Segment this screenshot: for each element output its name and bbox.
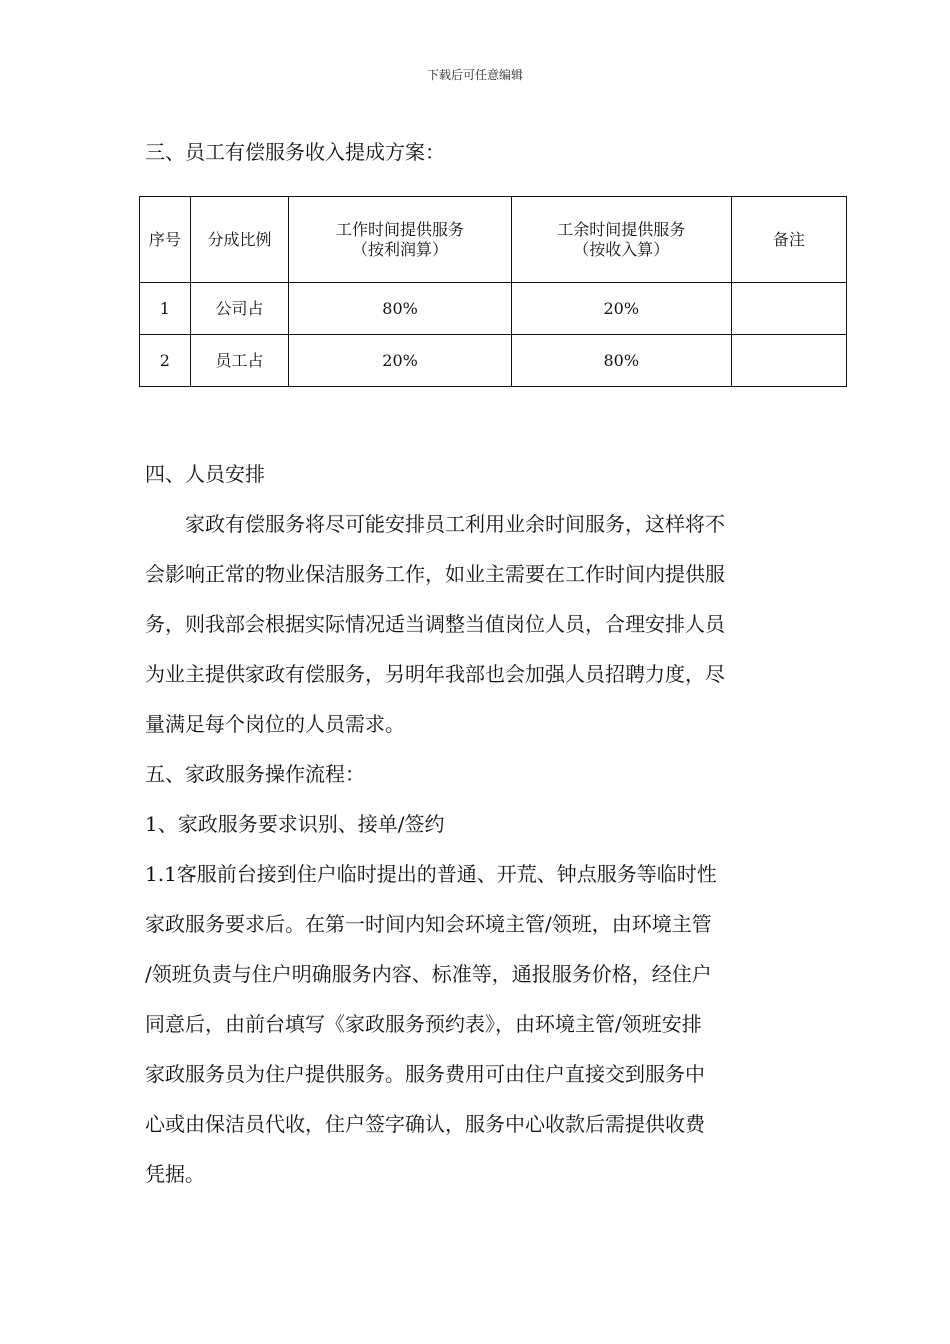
paragraph-line: /领班负责与住户明确服务内容、标准等，通报服务价格，经住户 [145, 962, 712, 986]
table-row [140, 283, 847, 335]
paragraph-line: 会影响正常的物业保洁服务工作，如业主需要在工作时间内提供服 [145, 562, 725, 586]
paragraph-line: 凭据。 [145, 1162, 205, 1186]
cell-offtime: 80% [511, 335, 731, 387]
cell-index: 1 [140, 283, 191, 335]
cell-remark [731, 335, 846, 387]
header-cell-ratio: 分成比例 [190, 197, 288, 283]
paragraph-line: 1.1客服前台接到住户临时提出的普通、开荒、钟点服务等临时性 [145, 862, 717, 886]
header-cell-worktime: 工作时间提供服务 （按利润算） [289, 197, 512, 283]
section4-title: 四、人员安排 [145, 462, 265, 486]
header-cell-remark: 备注 [731, 197, 846, 283]
paragraph-line: 务，则我部会根据实际情况适当调整当值岗位人员，合理安排人员 [145, 612, 725, 636]
paragraph-line: 家政有偿服务将尽可能安排员工利用业余时间服务，这样将不 [185, 512, 725, 536]
paragraph-line: 心或由保洁员代收，住户签字确认，服务中心收款后需提供收费 [145, 1112, 705, 1136]
header-cell-index: 序号 [140, 197, 191, 283]
cell-ratio: 公司占 [190, 283, 288, 335]
header-note: 下载后可任意编辑 [426, 68, 523, 82]
subsection-title: 1、家政服务要求识别、接单/签约 [145, 812, 445, 836]
paragraph-line: 为业主提供家政有偿服务，另明年我部也会加强人员招聘力度，尽 [145, 662, 725, 686]
cell-ratio: 员工占 [190, 335, 288, 387]
paragraph-line: 同意后，由前台填写《家政服务预约表》，由环境主管/领班安排 [145, 1012, 702, 1036]
table-header-row [140, 197, 847, 283]
cell-remark [731, 283, 846, 335]
paragraph-line: 家政服务员为住户提供服务。服务费用可由住户直接交到服务中 [145, 1062, 705, 1086]
cell-worktime: 80% [289, 283, 512, 335]
paragraph-line: 家政服务要求后。在第一时间内知会环境主管/领班，由环境主管 [145, 912, 712, 936]
cell-offtime: 20% [511, 283, 731, 335]
section5-title: 五、家政服务操作流程： [145, 762, 365, 786]
header-cell-offtime: 工余时间提供服务 （按收入算） [511, 197, 731, 283]
table-row [140, 335, 847, 387]
cell-worktime: 20% [289, 335, 512, 387]
section3-title: 三、员工有偿服务收入提成方案： [145, 140, 445, 164]
cell-index: 2 [140, 335, 191, 387]
commission-table [139, 196, 847, 387]
paragraph-line: 量满足每个岗位的人员需求。 [145, 712, 405, 736]
